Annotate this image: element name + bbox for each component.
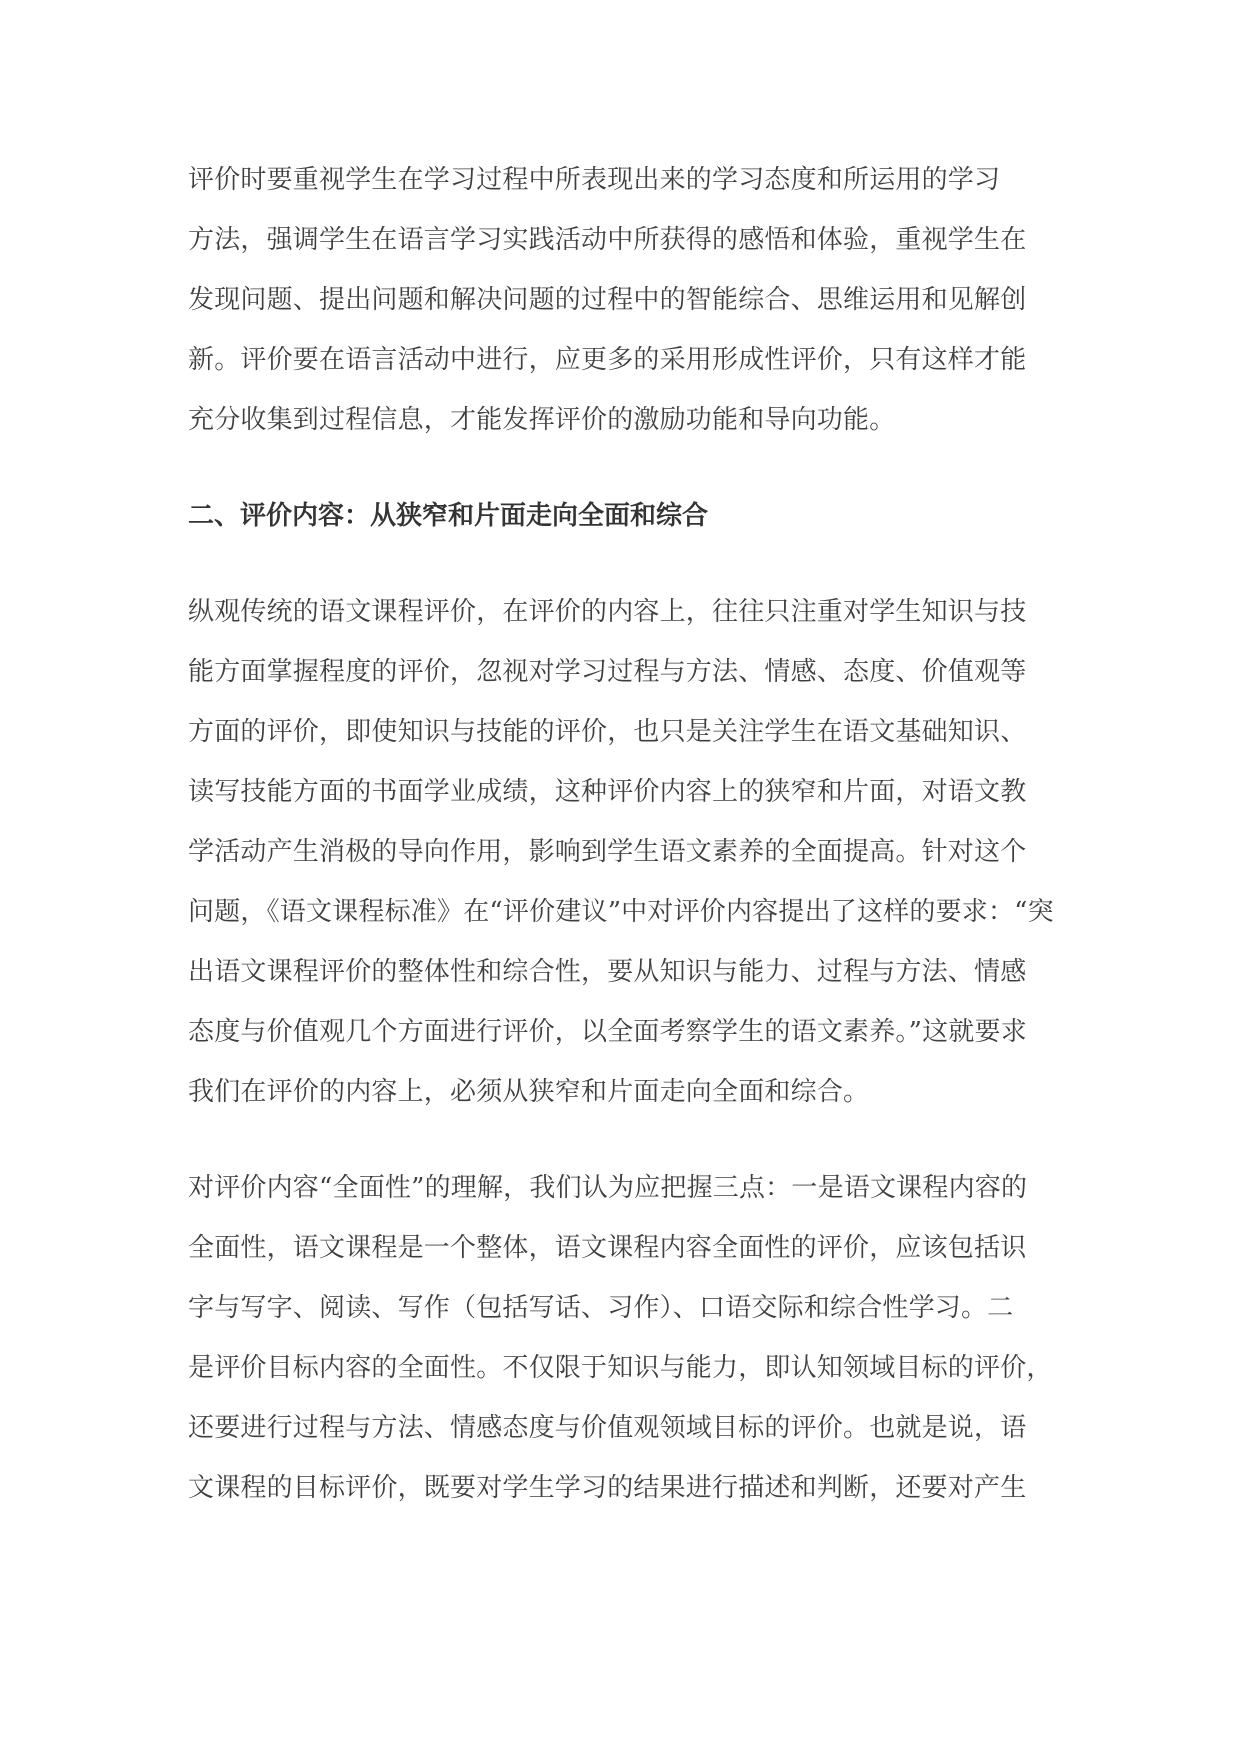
text-line: 能方面掌握程度的评价，忽视对学习过程与方法、情感、态度、价值观等 <box>188 657 1027 687</box>
paragraph-3 <box>188 1158 1053 1518</box>
text-line: 对评价内容“全面性”的理解，我们认为应把握三点：一是语文课程内容的 <box>188 1173 1028 1203</box>
text-line: 文课程的目标评价，既要对学生学习的结果进行描述和判断，还要对产生 <box>188 1473 1027 1503</box>
text-line: 充分收集到过程信息，才能发挥评价的激励功能和导向功能。 <box>188 405 896 435</box>
spacer <box>188 450 1050 486</box>
text-line: 字与写字、阅读、写作（包括写话、习作）、口语交际和综合性学习。二 <box>188 1293 1014 1323</box>
text-line: 方法，强调学生在语言学习实践活动中所获得的感悟和体验，重视学生在 <box>188 225 1027 255</box>
text-line: 学活动产生消极的导向作用，影响到学生语文素养的全面提高。针对这个 <box>188 837 1027 867</box>
spacer <box>188 1122 1050 1158</box>
text-line: 纵观传统的语文课程评价，在评价的内容上，往往只注重对学生知识与技 <box>188 597 1027 627</box>
text-line: 新。评价要在语言活动中进行，应更多的采用形成性评价，只有这样才能 <box>188 345 1027 375</box>
spacer <box>188 546 1050 582</box>
text-line: 全面性，语文课程是一个整体，语文课程内容全面性的评价，应该包括识 <box>188 1233 1027 1263</box>
section-heading: 二、评价内容：从狭窄和片面走向全面和综合 <box>188 501 709 531</box>
text-line: 读写技能方面的书面学业成绩，这种评价内容上的狭窄和片面，对语文教 <box>188 777 1027 807</box>
paragraph-2 <box>188 582 1054 1122</box>
text-line: 是评价目标内容的全面性。不仅限于知识与能力，即认知领域目标的评价， <box>188 1353 1053 1383</box>
text-line: 还要进行过程与方法、情感态度与价值观领域目标的评价。也就是说，语 <box>188 1413 1027 1443</box>
document-body <box>188 150 1054 1518</box>
text-line: 态度与价值观几个方面进行评价，以全面考察学生的语文素养。”这就要求 <box>188 1017 1027 1047</box>
text-line: 发现问题、提出问题和解决问题的过程中的智能综合、思维运用和见解创 <box>188 285 1027 315</box>
text-line: 我们在评价的内容上，必须从狭窄和片面走向全面和综合。 <box>188 1077 870 1107</box>
text-line: 问题，《语文课程标准》在“评价建议”中对评价内容提出了这样的要求：“突 <box>188 897 1054 927</box>
text-line: 方面的评价，即使知识与技能的评价，也只是关注学生在语文基础知识、 <box>188 717 1027 747</box>
paragraph-1 <box>188 150 1050 450</box>
text-line: 出语文课程评价的整体性和综合性，要从知识与能力、过程与方法、情感 <box>188 957 1027 987</box>
text-line: 评价时要重视学生在学习过程中所表现出来的学习态度和所运用的学习 <box>188 165 1001 195</box>
